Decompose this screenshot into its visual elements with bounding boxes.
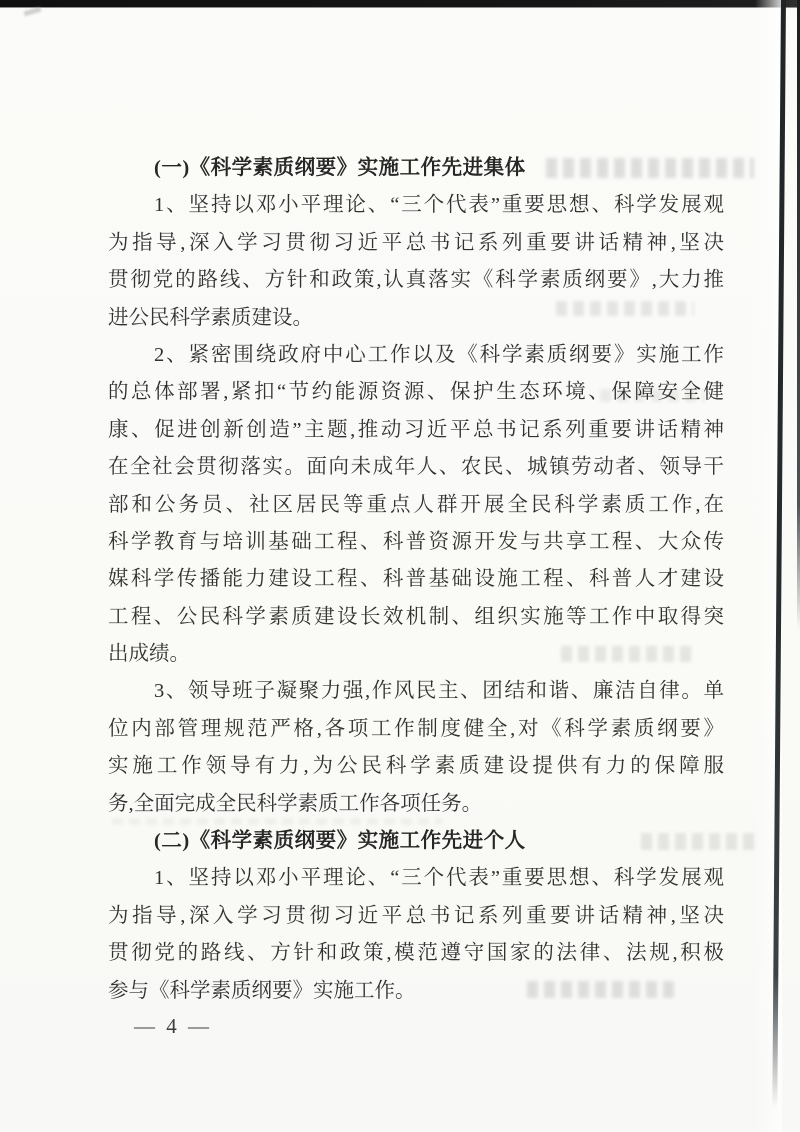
text-line: 贯彻党的路线、方针和政策,模范遵守国家的法律、法规,积极 — [108, 942, 724, 965]
text-line: 媒科学传播能力建设工程、科普基础设施工程、科普人才建设 — [108, 568, 724, 591]
text-line: 出成绩。 — [108, 643, 190, 666]
scan-smudge — [24, 7, 42, 16]
text-line: 2、紧密围绕政府中心工作以及《科学素质纲要》实施工作 — [154, 343, 724, 366]
text-line: 为指导,深入学习贯彻习近平总书记系列重要讲话精神,坚决 — [108, 231, 724, 254]
text-line: 在全社会贯彻落实。面向未成年人、农民、城镇劳动者、领导干 — [108, 456, 724, 479]
text-line: 部和公务员、社区居民等重点人群开展全民科学素质工作,在 — [108, 493, 724, 516]
text-line: 进公民科学素质建设。 — [108, 306, 313, 329]
text-line: 参与《科学素质纲要》实施工作。 — [108, 979, 416, 1002]
text-line: 的总体部署,紧扣“节约能源资源、保护生态环境、保障安全健 — [108, 381, 724, 404]
text-line: 位内部管理规范严格,各项工作制度健全,对《科学素质纲要》 — [108, 717, 724, 740]
page-number: — 4 — — [134, 1014, 212, 1038]
text-line: 贯彻党的路线、方针和政策,认真落实《科学素质纲要》,大力推 — [108, 269, 724, 292]
text-line: 为指导,深入学习贯彻习近平总书记系列重要讲话精神,坚决 — [108, 904, 724, 927]
text-line: 1、坚持以邓小平理论、“三个代表”重要思想、科学发展观 — [154, 194, 724, 217]
text-line: 实施工作领导有力,为公民科学素质建设提供有力的保障服 — [108, 755, 724, 778]
section-1-heading: (一)《科学素质纲要》实施工作先进集体 — [154, 157, 526, 179]
text-line: 科学教育与培训基础工程、科普资源开发与共享工程、大众传 — [108, 530, 724, 553]
text-line: 务,全面完成全民科学素质工作各项任务。 — [108, 792, 483, 815]
text-line: 3、领导班子凝聚力强,作风民主、团结和谐、廉洁自律。单 — [154, 680, 724, 703]
text-line: 康、促进创新创造”主题,推动习近平总书记系列重要讲话精神 — [108, 418, 724, 441]
text-line: 1、坚持以邓小平理论、“三个代表”重要思想、科学发展观 — [154, 867, 724, 890]
text-line: 工程、公民科学素质建设长效机制、组织实施等工作中取得突 — [108, 605, 724, 628]
section-2-heading: (二)《科学素质纲要》实施工作先进个人 — [154, 830, 526, 853]
document-body — [108, 150, 724, 1010]
scan-edge-top-bar — [0, 0, 800, 8]
